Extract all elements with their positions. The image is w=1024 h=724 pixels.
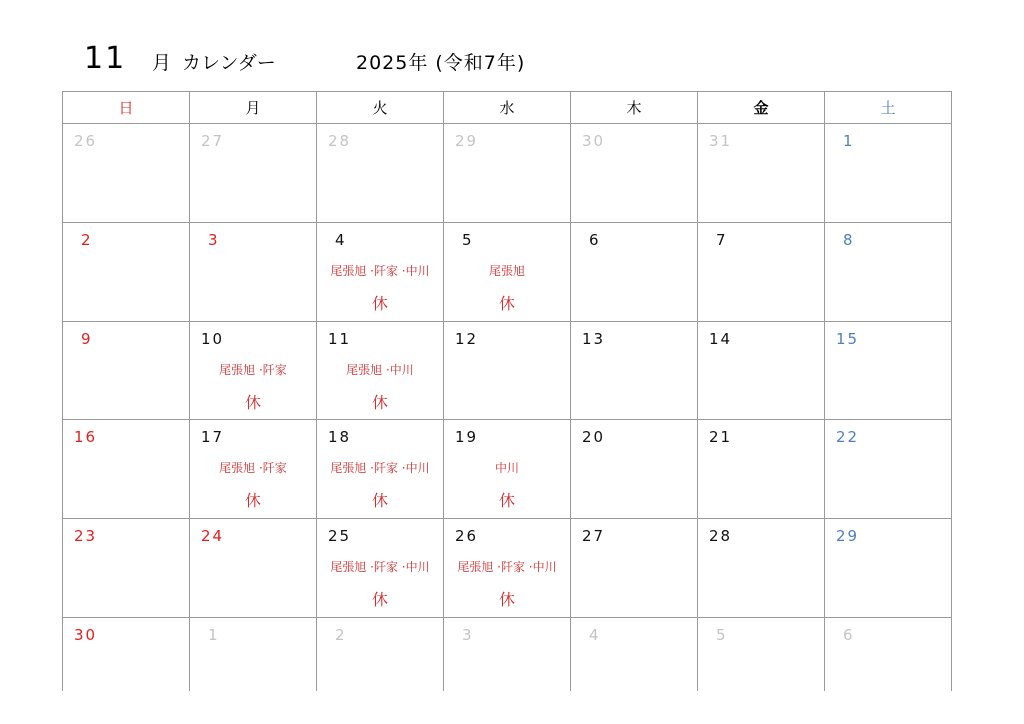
day-cell: [571, 618, 698, 691]
day-number: 14: [709, 329, 733, 348]
week-row: [63, 618, 952, 691]
day-cell: [190, 124, 317, 223]
month-number: 11: [84, 41, 127, 76]
closed-stores-label: 尾張旭 ·阡家: [219, 362, 287, 377]
day-number: 20: [582, 428, 606, 447]
day-number: 1: [208, 626, 220, 645]
day-cell: [63, 222, 190, 321]
weekday-header-row: [63, 92, 952, 124]
day-number: 11: [328, 329, 352, 348]
weekday-thursday: 木: [571, 92, 698, 124]
day-number: 22: [836, 428, 860, 447]
day-cell: [698, 222, 825, 321]
day-cell: [317, 420, 444, 519]
day-number: 21: [709, 428, 733, 447]
day-cell: [571, 519, 698, 618]
day-number: 23: [74, 527, 98, 546]
day-cell: [444, 420, 571, 519]
day-number: 26: [74, 132, 98, 150]
day-number: 6: [843, 626, 855, 645]
day-number: 25: [328, 527, 352, 546]
day-number: 6: [589, 230, 601, 249]
day-cell: [190, 519, 317, 618]
day-number: 24: [201, 527, 225, 546]
day-number: 29: [836, 527, 860, 546]
calendar-grid: [62, 91, 952, 691]
calendar-title: カレンダー: [182, 52, 276, 74]
closed-mark: 休: [244, 392, 261, 412]
closed-stores-label: 尾張旭 ·阡家 ·中川: [330, 461, 430, 476]
day-number: 19: [455, 428, 479, 447]
day-number: 13: [582, 329, 606, 348]
closed-mark: 休: [498, 293, 515, 313]
day-number: 12: [455, 329, 479, 348]
closed-mark: 休: [244, 491, 261, 511]
day-cell: [63, 321, 190, 420]
day-cell: [825, 222, 952, 321]
day-cell: [444, 321, 571, 420]
day-cell: [317, 321, 444, 420]
week-row: [63, 420, 952, 519]
calendar-weeks: [63, 124, 952, 692]
closed-stores-label: 尾張旭 ·中川: [346, 362, 414, 377]
closed-mark: 休: [498, 590, 515, 610]
day-cell: [444, 124, 571, 223]
day-number: 5: [716, 626, 728, 645]
day-number: 28: [709, 527, 733, 546]
weekday-sunday: 日: [63, 92, 190, 124]
week-row: [63, 519, 952, 618]
day-number: 15: [836, 329, 860, 348]
day-number: 27: [201, 132, 225, 150]
day-number: 30: [582, 132, 606, 150]
day-cell: [571, 321, 698, 420]
day-cell: [698, 420, 825, 519]
day-number: 9: [81, 329, 93, 348]
day-number: 3: [208, 230, 220, 249]
day-cell: [698, 519, 825, 618]
day-cell: [317, 618, 444, 691]
day-cell: [825, 519, 952, 618]
closed-stores-label: 中川: [494, 461, 519, 476]
closed-stores-label: 尾張旭: [488, 263, 525, 278]
day-cell: [825, 618, 952, 691]
weekday-monday: 月: [190, 92, 317, 124]
day-cell: [317, 222, 444, 321]
day-cell: [63, 420, 190, 519]
day-number: 10: [201, 329, 225, 348]
day-number: 3: [462, 626, 474, 645]
day-cell: [63, 618, 190, 691]
day-cell: [190, 321, 317, 420]
day-cell: [190, 420, 317, 519]
day-cell: [571, 222, 698, 321]
closed-mark: 休: [371, 491, 388, 511]
day-number: 2: [335, 626, 347, 645]
day-number: 29: [455, 132, 479, 150]
day-cell: [190, 222, 317, 321]
day-number: 30: [74, 626, 98, 645]
closed-mark: 休: [371, 590, 388, 610]
day-number: 17: [201, 428, 225, 447]
day-number: 8: [843, 230, 855, 249]
day-cell: [444, 222, 571, 321]
day-cell: [317, 124, 444, 223]
weekday-wednesday: 水: [444, 92, 571, 124]
day-cell: [63, 124, 190, 223]
week-row: [63, 222, 952, 321]
day-number: 2: [81, 230, 93, 249]
weekday-friday: 金: [698, 92, 825, 124]
day-cell: [317, 519, 444, 618]
weekday-tuesday: 火: [317, 92, 444, 124]
day-cell: [698, 321, 825, 420]
week-row: [63, 321, 952, 420]
day-cell: [825, 321, 952, 420]
day-number: 16: [74, 428, 98, 447]
day-cell: [825, 420, 952, 519]
day-cell: [571, 420, 698, 519]
closed-mark: 休: [371, 392, 388, 412]
day-cell: [190, 618, 317, 691]
day-cell: [698, 124, 825, 223]
closed-stores-label: 尾張旭 ·阡家 ·中川: [330, 263, 430, 278]
day-number: 28: [328, 132, 352, 150]
closed-stores-label: 尾張旭 ·阡家: [219, 461, 287, 476]
day-cell: [571, 124, 698, 223]
day-number: 18: [328, 428, 352, 447]
day-cell: [444, 618, 571, 691]
day-number: 1: [843, 132, 855, 150]
month-suffix: 月: [152, 52, 172, 74]
week-row: [63, 124, 952, 223]
day-cell: [825, 124, 952, 223]
day-number: 7: [716, 230, 728, 249]
closed-stores-label: 尾張旭 ·阡家 ·中川: [457, 560, 557, 575]
closed-mark: 休: [371, 293, 388, 313]
day-number: 31: [709, 132, 733, 150]
day-number: 5: [462, 230, 474, 249]
calendar-header: [0, 0, 1024, 90]
day-number: 4: [589, 626, 601, 645]
day-number: 4: [335, 230, 347, 249]
closed-mark: 休: [498, 491, 515, 511]
year-label: 2025年 (令和7年): [356, 52, 526, 74]
closed-stores-label: 尾張旭 ·阡家 ·中川: [330, 560, 430, 575]
day-number: 27: [582, 527, 606, 546]
day-cell: [63, 519, 190, 618]
day-cell: [444, 519, 571, 618]
day-cell: [698, 618, 825, 691]
weekday-saturday: 土: [825, 92, 952, 124]
day-number: 26: [455, 527, 479, 546]
